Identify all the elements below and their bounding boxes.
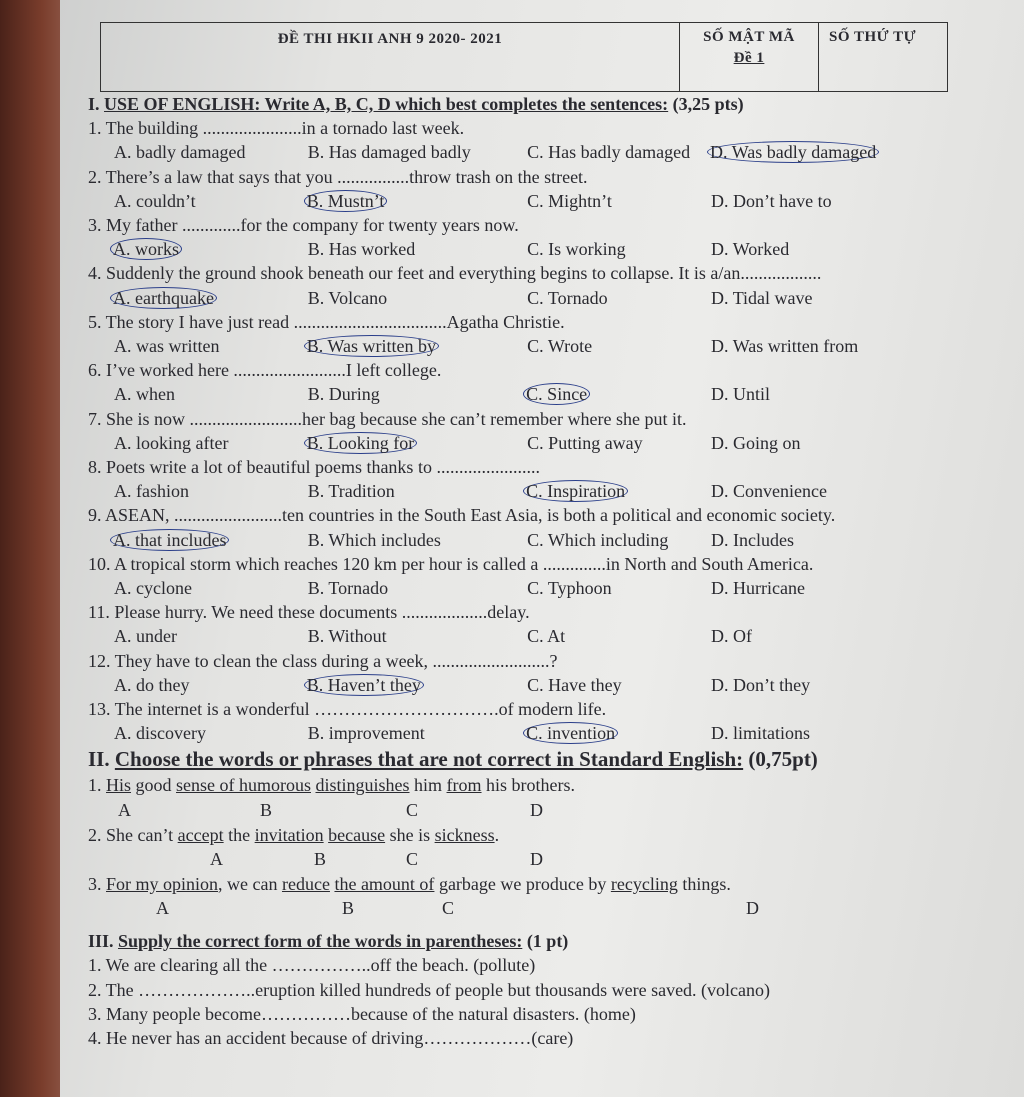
underlined-phrase[interactable]: His [106,775,132,796]
section2-points: (0,75pt) [743,747,818,772]
choice-letter[interactable]: D [530,848,543,869]
answer-option[interactable] [114,140,308,164]
answer-option[interactable] [308,431,527,455]
answer-option[interactable] [527,624,711,648]
sentence-text: him [409,775,447,796]
question-text: 10. A tropical storm which reaches 120 km per hour is called a ..............in North and South America. [88,553,814,574]
underlined-phrase[interactable]: reduce [281,873,330,894]
answer-option-text: D. Tidal wave [711,287,813,308]
question-text: 7. She is now .........................her bag because she can’t remember where she put it. [88,408,687,429]
answer-option-text: B. Haven’t they [304,674,424,696]
answer-option-text: B. Without [307,626,387,647]
answer-option-text: B. During [307,384,380,405]
question-text: 13. The internet is a wonderful ………………………….of modern life. [88,699,607,720]
choice-letter[interactable]: C [442,898,455,919]
answer-option-text: A. was written [114,336,220,357]
answer-option[interactable] [711,673,968,697]
answer-option-text: C. Putting away [527,432,643,453]
underlined-phrase[interactable]: sickness [434,824,495,845]
sentence-text: his brothers. [481,775,576,796]
answer-option[interactable] [308,528,527,552]
answer-option-text: B. Has damaged badly [307,142,471,163]
options-row [88,237,968,261]
answer-option-text: D. Was badly damaged [707,141,879,163]
answer-option-text: C. Inspiration [523,480,628,502]
sentence-text: 1. [88,775,106,796]
underlined-phrase[interactable]: For my opinion [106,873,219,894]
answer-option-text: D. Convenience [711,481,827,502]
answer-option[interactable] [711,721,968,745]
options-row [88,382,968,406]
answer-option[interactable] [711,140,968,164]
section3-points: (1 pt) [522,931,569,952]
answer-option-text: A. discovery [114,723,206,744]
sentence-text: , we can [218,873,282,894]
answer-option-text: D. Was written from [711,336,859,357]
exam-content [88,92,968,1050]
underlined-phrase[interactable]: the amount of [334,873,435,894]
sentence-text: 2. She can’t [88,824,178,845]
section3-heading [88,929,968,953]
options-row [88,431,968,455]
options-row [88,673,968,697]
answer-option-text: B. improvement [307,723,425,744]
options-row [88,334,968,358]
answer-option[interactable] [527,528,711,552]
sentence-text: good [131,775,177,796]
answer-option[interactable] [527,576,711,600]
section3-items [88,953,968,1050]
answer-option-text: A. works [110,238,182,260]
answer-option-text: C. Since [523,383,590,405]
answer-option-text: B. Looking for [304,432,418,454]
answer-option-text: D. Worked [711,239,790,260]
choice-letters [88,896,968,921]
options-row [88,286,968,310]
options-row [88,721,968,745]
word-form-item: 2. The ………………..eruption killed hundreds of people but thousands were saved. (volcano) [88,979,771,1000]
answer-option-text: A. couldn’t [114,190,196,211]
answer-option[interactable] [114,673,308,697]
choice-letter[interactable]: C [406,848,419,869]
answer-option[interactable] [308,576,527,600]
answer-option[interactable] [114,286,308,310]
options-row [88,140,968,164]
answer-option[interactable] [308,624,527,648]
answer-option-text: A. looking after [114,432,229,453]
choice-letter[interactable]: A [118,799,131,820]
question-text: 4. Suddenly the ground shook beneath our feet and everything begins to collapse. It is a/an.................. [88,263,822,284]
choice-letter[interactable]: C [406,799,419,820]
answer-option[interactable] [527,382,711,406]
choice-letters [88,847,968,872]
answer-option-text: D. Don’t have to [711,190,832,211]
answer-option[interactable] [527,189,711,213]
answer-option[interactable] [114,479,308,503]
question-text: 11. Please hurry. We need these documents ...................delay. [88,602,530,623]
answer-option[interactable] [711,528,968,552]
section2-title: Choose the words or phrases that are not correct in Standard English: [114,747,744,772]
answer-option-text: D. Don’t they [711,674,811,695]
underlined-phrase[interactable]: sense of humorous [176,775,311,796]
choice-letters [88,798,968,823]
answer-option-text: D. Until [711,384,771,405]
sentence-text: garbage we produce by [434,873,611,894]
answer-option[interactable] [711,624,968,648]
choice-letter[interactable]: A [210,848,223,869]
answer-option[interactable] [711,334,968,358]
header-table [100,22,948,92]
answer-option[interactable] [527,237,711,261]
sentence-text: things. [677,873,731,894]
answer-option[interactable] [114,189,308,213]
answer-option-text: A. that includes [110,529,229,551]
underlined-phrase[interactable]: distinguishes [315,775,410,796]
answer-option-text: D. Hurricane [711,578,805,599]
answer-option-text: A. fashion [114,481,189,502]
choice-letter[interactable]: B [260,799,273,820]
underlined-phrase[interactable]: invitation [254,824,324,845]
answer-option[interactable] [308,479,527,503]
section2-prefix: II. [88,747,115,772]
options-row [88,189,968,213]
section3-title: Supply the correct form of the words in parentheses: [118,931,523,952]
error-sentence [88,823,968,847]
answer-option-text: A. do they [114,674,190,695]
sentence-text: 3. [88,873,106,894]
answer-option[interactable] [711,237,968,261]
answer-option[interactable] [114,721,308,745]
section1-prefix: I. [88,94,105,114]
answer-option[interactable] [114,576,308,600]
question-text: 9. ASEAN, ........................ten countries in the South East Asia, is both a political and economic society. [88,505,836,526]
section2-items [88,773,968,921]
underlined-phrase[interactable]: recycling [610,873,678,894]
underlined-phrase[interactable]: accept [177,824,224,845]
choice-letter[interactable]: B [342,898,355,919]
answer-option[interactable] [711,431,968,455]
answer-option-text: C. At [527,626,566,647]
question-text: 3. My father .............for the company for twenty years now. [88,215,519,236]
answer-option-text: C. Typhoon [527,578,612,599]
answer-option[interactable] [308,140,527,164]
answer-option-text: C. Tornado [527,287,608,308]
question-text: 1. The building ......................in a tornado last week. [88,118,465,139]
question-text: 5. The story I have just read ..................................Agatha Christie. [88,311,565,332]
answer-option[interactable] [308,673,527,697]
answer-option[interactable] [308,286,527,310]
answer-option-text: C. Mightn’t [527,190,612,211]
sentence-text: the [223,824,255,845]
answer-option[interactable] [114,528,308,552]
question-text: 12. They have to clean the class during a week, ..........................? [88,650,558,671]
answer-option-text: A. when [114,384,175,405]
answer-option-text: A. cyclone [114,578,192,599]
answer-option[interactable] [711,382,968,406]
underlined-phrase[interactable]: because [328,824,386,845]
answer-option[interactable] [114,334,308,358]
answer-option-text: B. Tradition [307,481,395,502]
answer-option-text: B. Volcano [307,287,388,308]
answer-option-text: A. earthquake [110,287,217,309]
answer-option[interactable] [527,286,711,310]
answer-option[interactable] [114,624,308,648]
choice-letter[interactable]: D [746,898,759,919]
order-label: SỐ THỨ TỰ [829,29,917,45]
answer-option-text: C. Is working [527,239,626,260]
question-text: 8. Poets write a lot of beautiful poems thanks to ....................... [88,457,540,478]
answer-option-text: B. Mustn’t [304,190,388,212]
answer-option[interactable] [711,189,968,213]
options-row [88,479,968,503]
answer-option-text: C. invention [523,722,618,744]
answer-option[interactable] [527,140,711,164]
section3-prefix: III. [88,931,119,952]
answer-option-text: B. Which includes [307,529,441,550]
question-text: 6. I’ve worked here .........................I left college. [88,360,442,381]
answer-option[interactable] [114,382,308,406]
word-form-item: 1. We are clearing all the ……………..off the beach. (pollute) [88,955,536,976]
code-cell [680,23,819,91]
answer-option[interactable] [527,721,711,745]
word-form-item: 4. He never has an accident because of driving………………(care) [88,1027,574,1048]
answer-option-text: C. Which including [527,529,669,550]
answer-option[interactable] [308,721,527,745]
word-form-item: 3. Many people become……………because of the natural disasters. (home) [88,1003,636,1024]
section1-questions [88,116,968,745]
exam-title: ĐỀ THI HKII ANH 9 2020- 2021 [101,23,680,91]
answer-option[interactable] [308,334,527,358]
choice-letter[interactable]: B [314,848,327,869]
answer-option[interactable] [308,382,527,406]
answer-option-text: D. Of [711,626,753,647]
answer-option-text: C. Has badly damaged [527,142,691,163]
answer-option[interactable] [114,237,308,261]
answer-option-text: C. Have they [527,674,622,695]
answer-option-text: A. under [114,626,177,647]
error-sentence [88,872,968,896]
code-label: SỐ MẬT MÃ [703,29,795,45]
error-sentence [88,773,968,797]
answer-option-text: D. Going on [711,432,801,453]
section1-title: USE OF ENGLISH: Write A, B, C, D which best completes the sentences: [104,94,669,114]
choice-letter[interactable]: A [156,898,169,919]
answer-option[interactable] [711,479,968,503]
answer-option-text: B. Was written by [304,335,439,357]
underlined-phrase[interactable]: from [446,775,482,796]
options-row [88,528,968,552]
answer-option[interactable] [527,334,711,358]
answer-option[interactable] [527,479,711,503]
options-row [88,576,968,600]
section1-points: (3,25 pts) [668,94,744,114]
answer-option[interactable] [308,237,527,261]
answer-option-text: D. Includes [711,529,794,550]
sentence-text: she is [385,824,435,845]
answer-option[interactable] [527,673,711,697]
answer-option[interactable] [308,189,527,213]
answer-option[interactable] [114,431,308,455]
answer-option-text: B. Has worked [307,239,416,260]
section1-heading [88,92,968,116]
answer-option-text: D. limitations [711,723,811,744]
answer-option[interactable] [711,286,968,310]
choice-letter[interactable]: D [530,799,543,820]
answer-option[interactable] [711,576,968,600]
question-text: 2. There’s a law that says that you ................throw trash on the street. [88,166,588,187]
options-row [88,624,968,648]
answer-option[interactable] [527,431,711,455]
section2-heading [88,745,968,773]
answer-option-text: C. Wrote [527,336,593,357]
answer-option-text: A. badly damaged [114,142,246,163]
answer-option-text: B. Tornado [307,578,389,599]
code-value: Đề 1 [733,50,765,66]
sentence-text: . [494,824,500,845]
